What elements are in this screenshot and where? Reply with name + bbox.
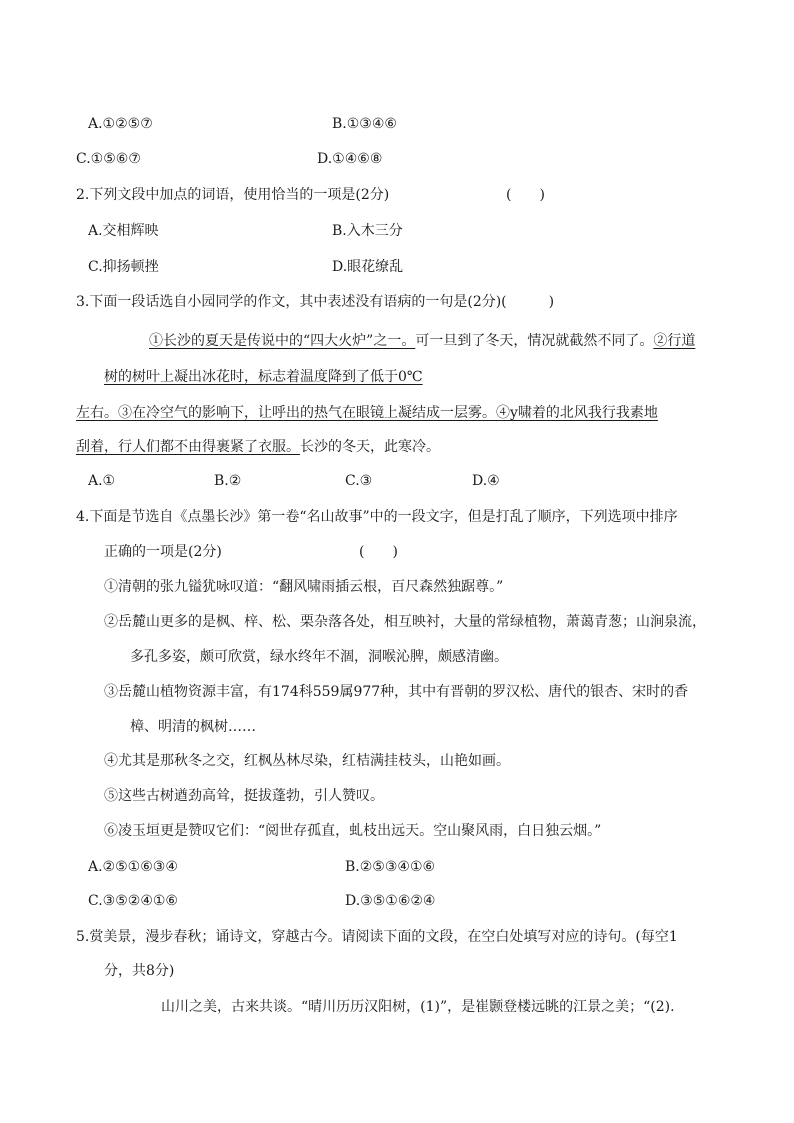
q5-stem-line-1: 5.赏美景，漫步春秋；诵诗文，穿越古今。请阅读下面的文段，在空白处填写对应的诗句。(每空1: [76, 929, 678, 945]
q1-option-a: A.①②⑤⑦: [88, 116, 153, 132]
q4-option-c: C.③⑤②④①⑥: [88, 893, 178, 909]
q2-option-a: A.交相辉映: [88, 223, 159, 239]
q4-stem-line-1: 4.下面是节选自《点墨长沙》第一卷“名山故事”中的一段文字，但是打乱了顺序，下列选项中排序: [76, 509, 678, 525]
q2-stem: 2.下列文段中加点的词语，使用恰当的一项是(2分): [76, 187, 390, 203]
q3-passage-line-1: [149, 332, 695, 350]
q3-option-d: D.④: [472, 473, 500, 489]
q4-item-4: ④尤其是那秋冬之交，红枫丛林尽染，红桔满挂枝头，山艳如画。: [104, 753, 510, 769]
q3-sentence-2-end: 左右。: [76, 405, 118, 421]
q4-item-5: ⑤这些古树遒劲高耸，挺拔蓬勃，引人赞叹。: [104, 788, 384, 804]
q4-stem-line-2: 正确的一项是(2分): [104, 544, 222, 560]
q1-option-d: D.①④⑥⑧: [317, 151, 383, 167]
q5-stem-line-2: 分，共8分): [104, 963, 175, 979]
q2-option-b: B.入木三分: [332, 223, 403, 239]
q3-passage-line-2: 树的树叶上凝出冰花时，标志着温度降到了低于0℃: [104, 369, 423, 385]
q2-answer-paren: ( ): [506, 187, 545, 203]
q3-sentence-1: ①长沙的夏天是传说中的“四大火炉”之一。: [149, 333, 416, 349]
q3-option-a: A.①: [88, 473, 116, 489]
q4-item-2-line-1: ②岳麓山更多的是枫、梓、松、栗杂落各处，相互映衬，大量的常绿植物，萧蔼青葱；山涧泉流，: [104, 614, 706, 630]
q2-option-c: C.抑扬顿挫: [88, 259, 159, 275]
q3-sentence-2-start: ②行道: [653, 333, 696, 349]
q4-item-2-line-2: 多孔多姿，颇可欣赏，绿水终年不涸，洞喉沁脾，颇感清幽。: [130, 649, 508, 665]
q3-option-c: C.③: [345, 473, 373, 489]
q3-stem: 3.下面一段话选自小园同学的作文，其中表述没有语病的一句是(2分)( ): [76, 294, 555, 310]
q4-option-b: B.②⑤③④①⑥: [345, 859, 436, 875]
q3-passage-line-3: [76, 404, 658, 422]
q1-option-b: B.①③④⑥: [332, 116, 397, 132]
q3-sentence-4-end: 刮着，行人们都不由得裹紧了衣服。: [76, 439, 300, 455]
q3-sentence-3: ③在冷空气的影响下，让呼出的热气在眼镜上凝结成一层雾。: [118, 405, 496, 421]
q4-item-1: ①清朝的张九镒犹咏叹道：“翻风啸雨插云根，百尺森然独踞尊。”: [104, 579, 504, 595]
q3-closing-sentence: 长沙的冬天，此寒冷。: [300, 439, 440, 455]
q1-option-c: C.①⑤⑥⑦: [76, 151, 141, 167]
q4-option-a: A.②⑤①⑥③④: [88, 859, 178, 875]
q3-option-b: B.②: [214, 473, 242, 489]
q3-sentence-1-tail: 可一旦到了冬天，情况就截然不同了。: [415, 333, 654, 349]
q3-passage-line-4: [76, 438, 440, 456]
q4-item-6: ⑥凌玉垣更是赞叹它们：“阅世存孤直，虬枝出远天。空山聚风雨，白日独云烟。”: [104, 823, 602, 839]
q4-answer-paren: ( ): [359, 544, 398, 560]
q4-option-d: D.③⑤①⑥②④: [345, 893, 436, 909]
q2-option-d: D.眼花缭乱: [332, 259, 404, 275]
q3-sentence-4-start: ④y啸着的北风我行我素地: [496, 405, 658, 421]
q4-item-3-line-1: ③岳麓山植物资源丰富，有174科559属977种，其中有晋朝的罗汉松、唐代的银杏、宋时的香: [104, 684, 689, 700]
q4-item-3-line-2: 樟、明清的枫树……: [130, 719, 256, 735]
q5-passage: 山川之美，古来共谈。“晴川历历汉阳树，(1)”，是崔颢登楼远眺的江景之美；“(2).: [161, 999, 675, 1015]
